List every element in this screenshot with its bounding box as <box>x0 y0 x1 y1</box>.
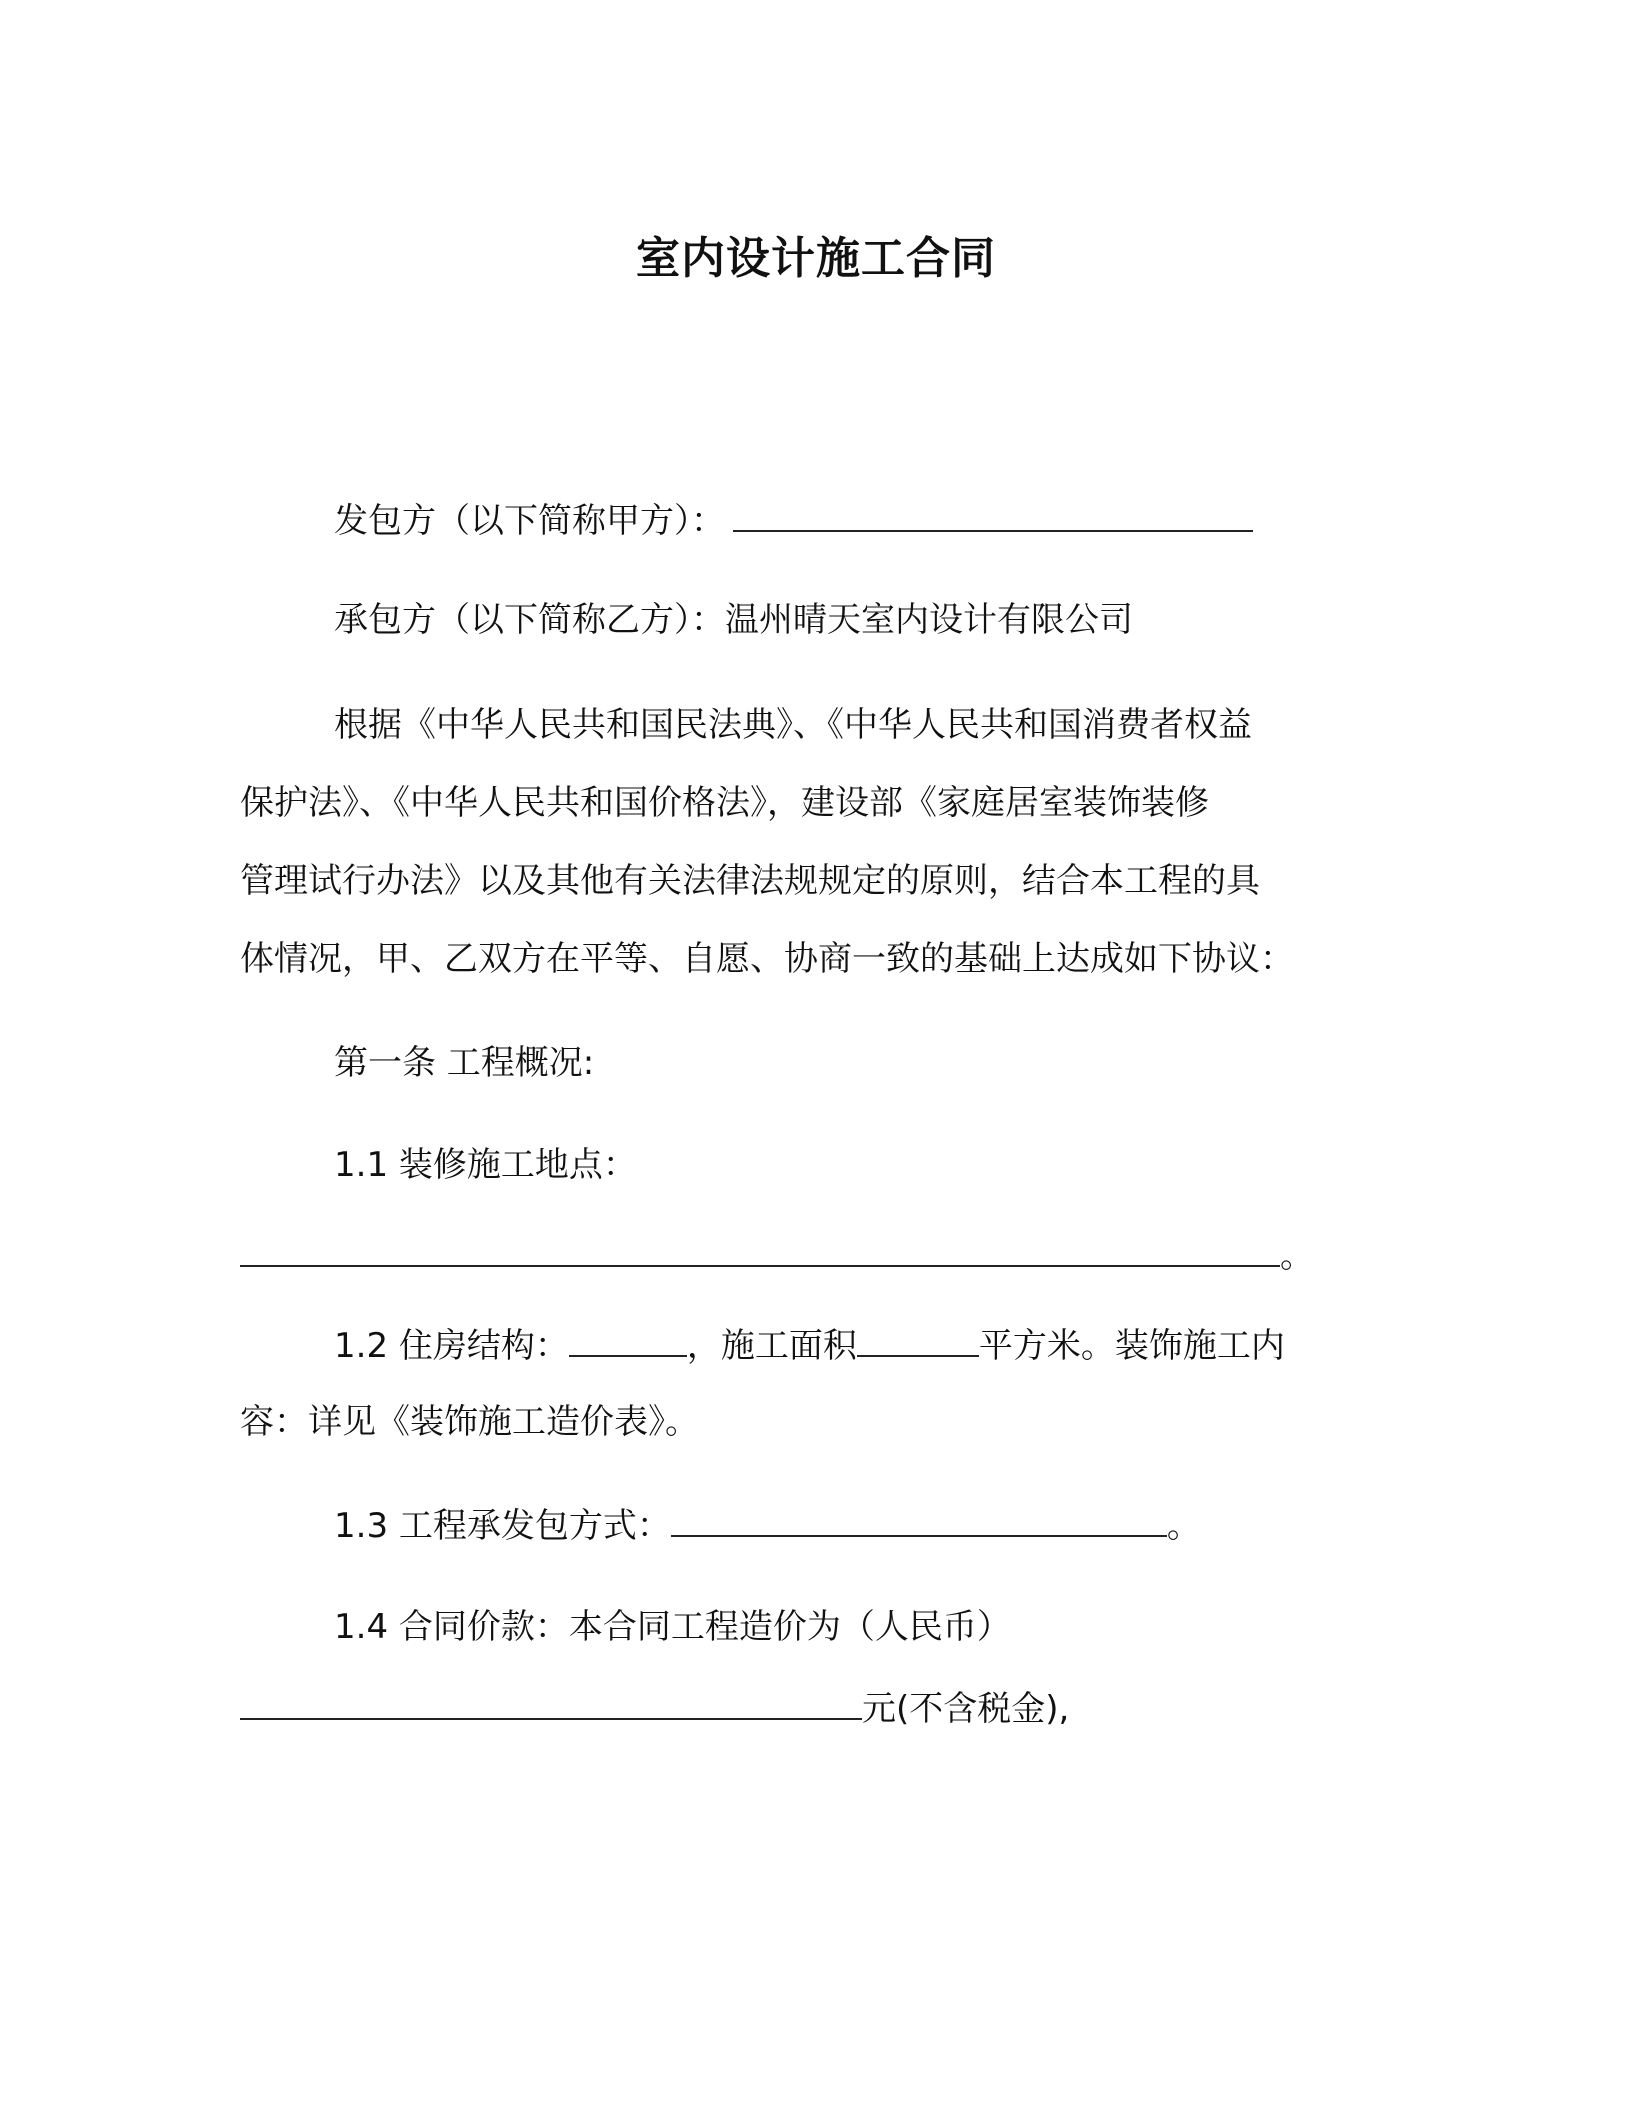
item-1-2-part3: 平方米。装饰施工内 <box>978 1326 1285 1366</box>
party-a-blank[interactable] <box>733 500 1253 532</box>
area-blank[interactable] <box>857 1325 979 1357</box>
item-1-3-row <box>334 1505 1484 1546</box>
preamble-line: 根据《中华人民共和国民法典》、《中华人民共和国消费者权益 <box>334 705 1252 745</box>
party-b-label: 承包方（以下简称乙方）： <box>334 600 725 640</box>
preamble-paragraph <box>240 705 1390 1017</box>
item-1-4-row <box>240 1688 1390 1729</box>
item-1-4-label: 1.4 合同价款：本合同工程造价为（人民币） <box>334 1607 1011 1647</box>
structure-blank[interactable] <box>569 1325 687 1357</box>
page-title: 室内设计施工合同 <box>636 233 996 284</box>
party-b-value: 温州晴天室内设计有限公司 <box>725 600 1133 640</box>
party-a-label: 发包方（以下简称甲方）： <box>334 501 725 541</box>
item-1-1-row <box>240 1235 1390 1276</box>
item-1-4-blank[interactable] <box>240 1688 862 1720</box>
item-1-2-row <box>334 1325 1484 1366</box>
preamble-line: 保护法》、《中华人民共和国价格法》，建设部《家庭居室装饰装修 <box>240 783 1209 823</box>
item-1-1-label: 1.1 装修施工地点： <box>334 1145 637 1185</box>
item-1-3-blank[interactable] <box>671 1505 1167 1537</box>
item-1-2-part1: 1.2 住房结构： <box>334 1326 569 1366</box>
item-1-3-end: 。 <box>1166 1506 1201 1546</box>
item-1-3-label: 1.3 工程承发包方式： <box>334 1506 671 1546</box>
item-1-2-part2: ，施工面积 <box>686 1326 857 1366</box>
item-1-1-end: 。 <box>1280 1236 1314 1276</box>
party-a-row <box>334 500 1484 541</box>
preamble-line: 管理试行办法》以及其他有关法律法规规定的原则，结合本工程的具 <box>240 861 1260 901</box>
party-b-row <box>334 600 1484 640</box>
article-1-heading: 第一条 工程概况: <box>334 1043 595 1083</box>
preamble-line: 体情况，甲、乙双方在平等、自愿、协商一致的基础上达成如下协议： <box>240 939 1294 979</box>
item-1-2-line2: 容：详见《装饰施工造价表》。 <box>240 1402 699 1442</box>
item-1-1-blank[interactable] <box>240 1235 1280 1267</box>
item-1-4-end: 元(不含税金), <box>862 1689 1070 1729</box>
